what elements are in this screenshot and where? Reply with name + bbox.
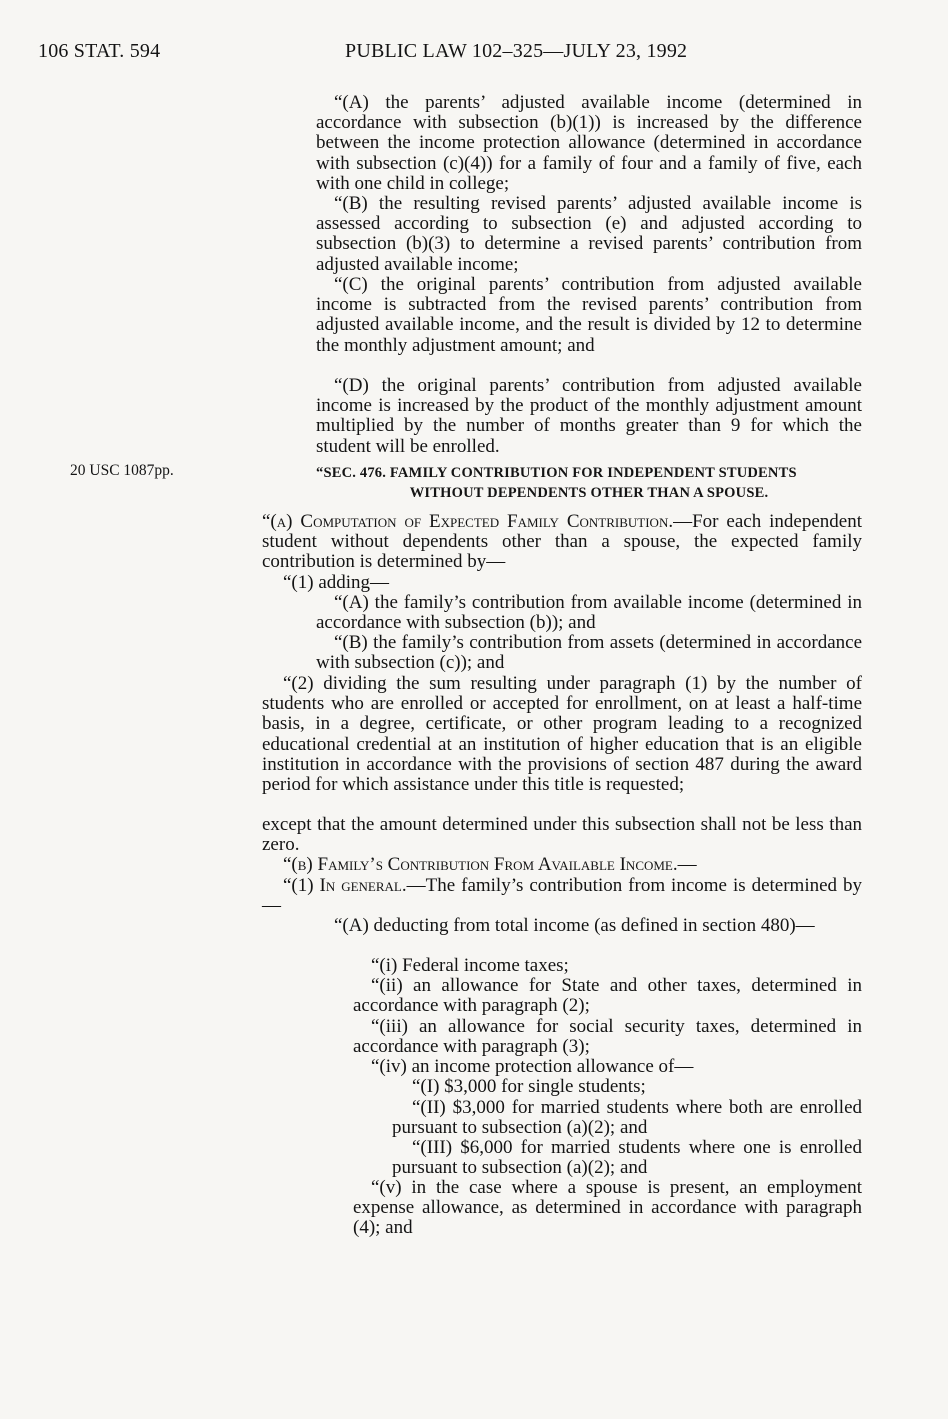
section-476-heading <box>316 463 862 503</box>
page-stat-citation: 106 STAT. 594 <box>38 40 161 62</box>
subsection-a <box>262 512 862 573</box>
section-heading-line-2: WITHOUT DEPENDENTS OTHER THAN A SPOUSE. <box>409 485 769 502</box>
paragraph-a2 <box>262 674 862 795</box>
section-heading-line-1: “SEC. 476. FAMILY CONTRIBUTION FOR INDEPENDENT STUDENTS <box>316 465 797 481</box>
clause-v: “(v) in the case where a spouse is present, an employment expense allowance, as determined in accordance with paragraph (4); and <box>353 1177 862 1239</box>
clause-iv: “(iv) an income protection allowance of— <box>371 1056 694 1077</box>
page-running-head: PUBLIC LAW 102–325—JULY 23, 1992 <box>345 40 688 62</box>
paragraph-a2-text: “(2) dividing the sum resulting under paragraph (1) by the number of students who are enrolled or accepted for enrollment, on at least a half-time basis, in a degree, certificate, or other program leading to a recognized educational credential at an institution of higher education that is an eligible institution in accordance with the provisions of section 487 during the award period for which assistance under this title is requested; <box>262 673 862 796</box>
margin-note-usc-citation: 20 USC 1087pp. <box>70 462 174 479</box>
paragraph-b1A: “(A) deducting from total income (as defined in section 480)— <box>334 915 815 936</box>
paragraph-D: “(D) the original parents’ contribution from adjusted available income is increased by the product of the monthly adjustment amount multiplied by the number of months greater than 9 for which the student will be enrolled. <box>316 375 862 457</box>
subsection-b-heading: “(b) Family’s Contribution From Available Income.— <box>283 854 697 875</box>
paragraph-A: “(A) the parents’ adjusted available income (determined in accordance with subsection (b)(1)) is increased by the difference between the income protection allowance (determined in accordance with subsection (c)(4)) for a family of four and a family of five, each with one child in college; <box>316 92 862 194</box>
paragraph-a1A: “(A) the family’s contribution from available income (determined in accordance with subsection (b)); and <box>316 592 862 634</box>
paragraph-a1B: “(B) the family’s contribution from assets (determined in accordance with subsection (c)); and <box>316 632 862 674</box>
paragraph-B: “(B) the resulting revised parents’ adjusted available income is assessed according to subsection (e) and adjusted according to subsection (b)(3) to determine a revised parents’ contribution from adjusted available income; <box>316 193 862 275</box>
clause-i: “(i) Federal income taxes; <box>371 955 569 976</box>
subclause-III: “(III) $6,000 for married students where one is enrolled pursuant to subsection (a)(2); and <box>392 1137 862 1179</box>
paragraph-C: “(C) the original parents’ contribution from adjusted available income is subtracted from the revised parents’ contribution from adjusted available income, and the result is divided by 12 to determine the monthly adjustment amount; and <box>316 274 862 356</box>
paragraph-b1-heading: “(1) In general. <box>283 875 407 896</box>
clause-iii: “(iii) an allowance for social security taxes, determined in accordance with paragraph (3); <box>353 1016 862 1058</box>
subclause-I: “(I) $3,000 for single students; <box>412 1076 646 1097</box>
paragraph-b1 <box>262 876 862 916</box>
subsection-a-text: —For each independent student without dependents other than a spouse, the expected family contribution is determined by— <box>262 511 862 573</box>
paragraph-a-except: except that the amount determined under this subsection shall not be less than zero. <box>262 814 862 856</box>
subclause-II: “(II) $3,000 for married students where both are enrolled pursuant to subsection (a)(2); and <box>392 1097 862 1139</box>
clause-ii: “(ii) an allowance for State and other taxes, determined in accordance with paragraph (2); <box>353 975 862 1017</box>
paragraph-b1-text: —The family’s contribution from income is determined by— <box>262 875 862 917</box>
paragraph-a1: “(1) adding— <box>283 572 390 593</box>
subsection-a-heading: “(a) Computation of Expected Family Contribution. <box>262 511 674 532</box>
